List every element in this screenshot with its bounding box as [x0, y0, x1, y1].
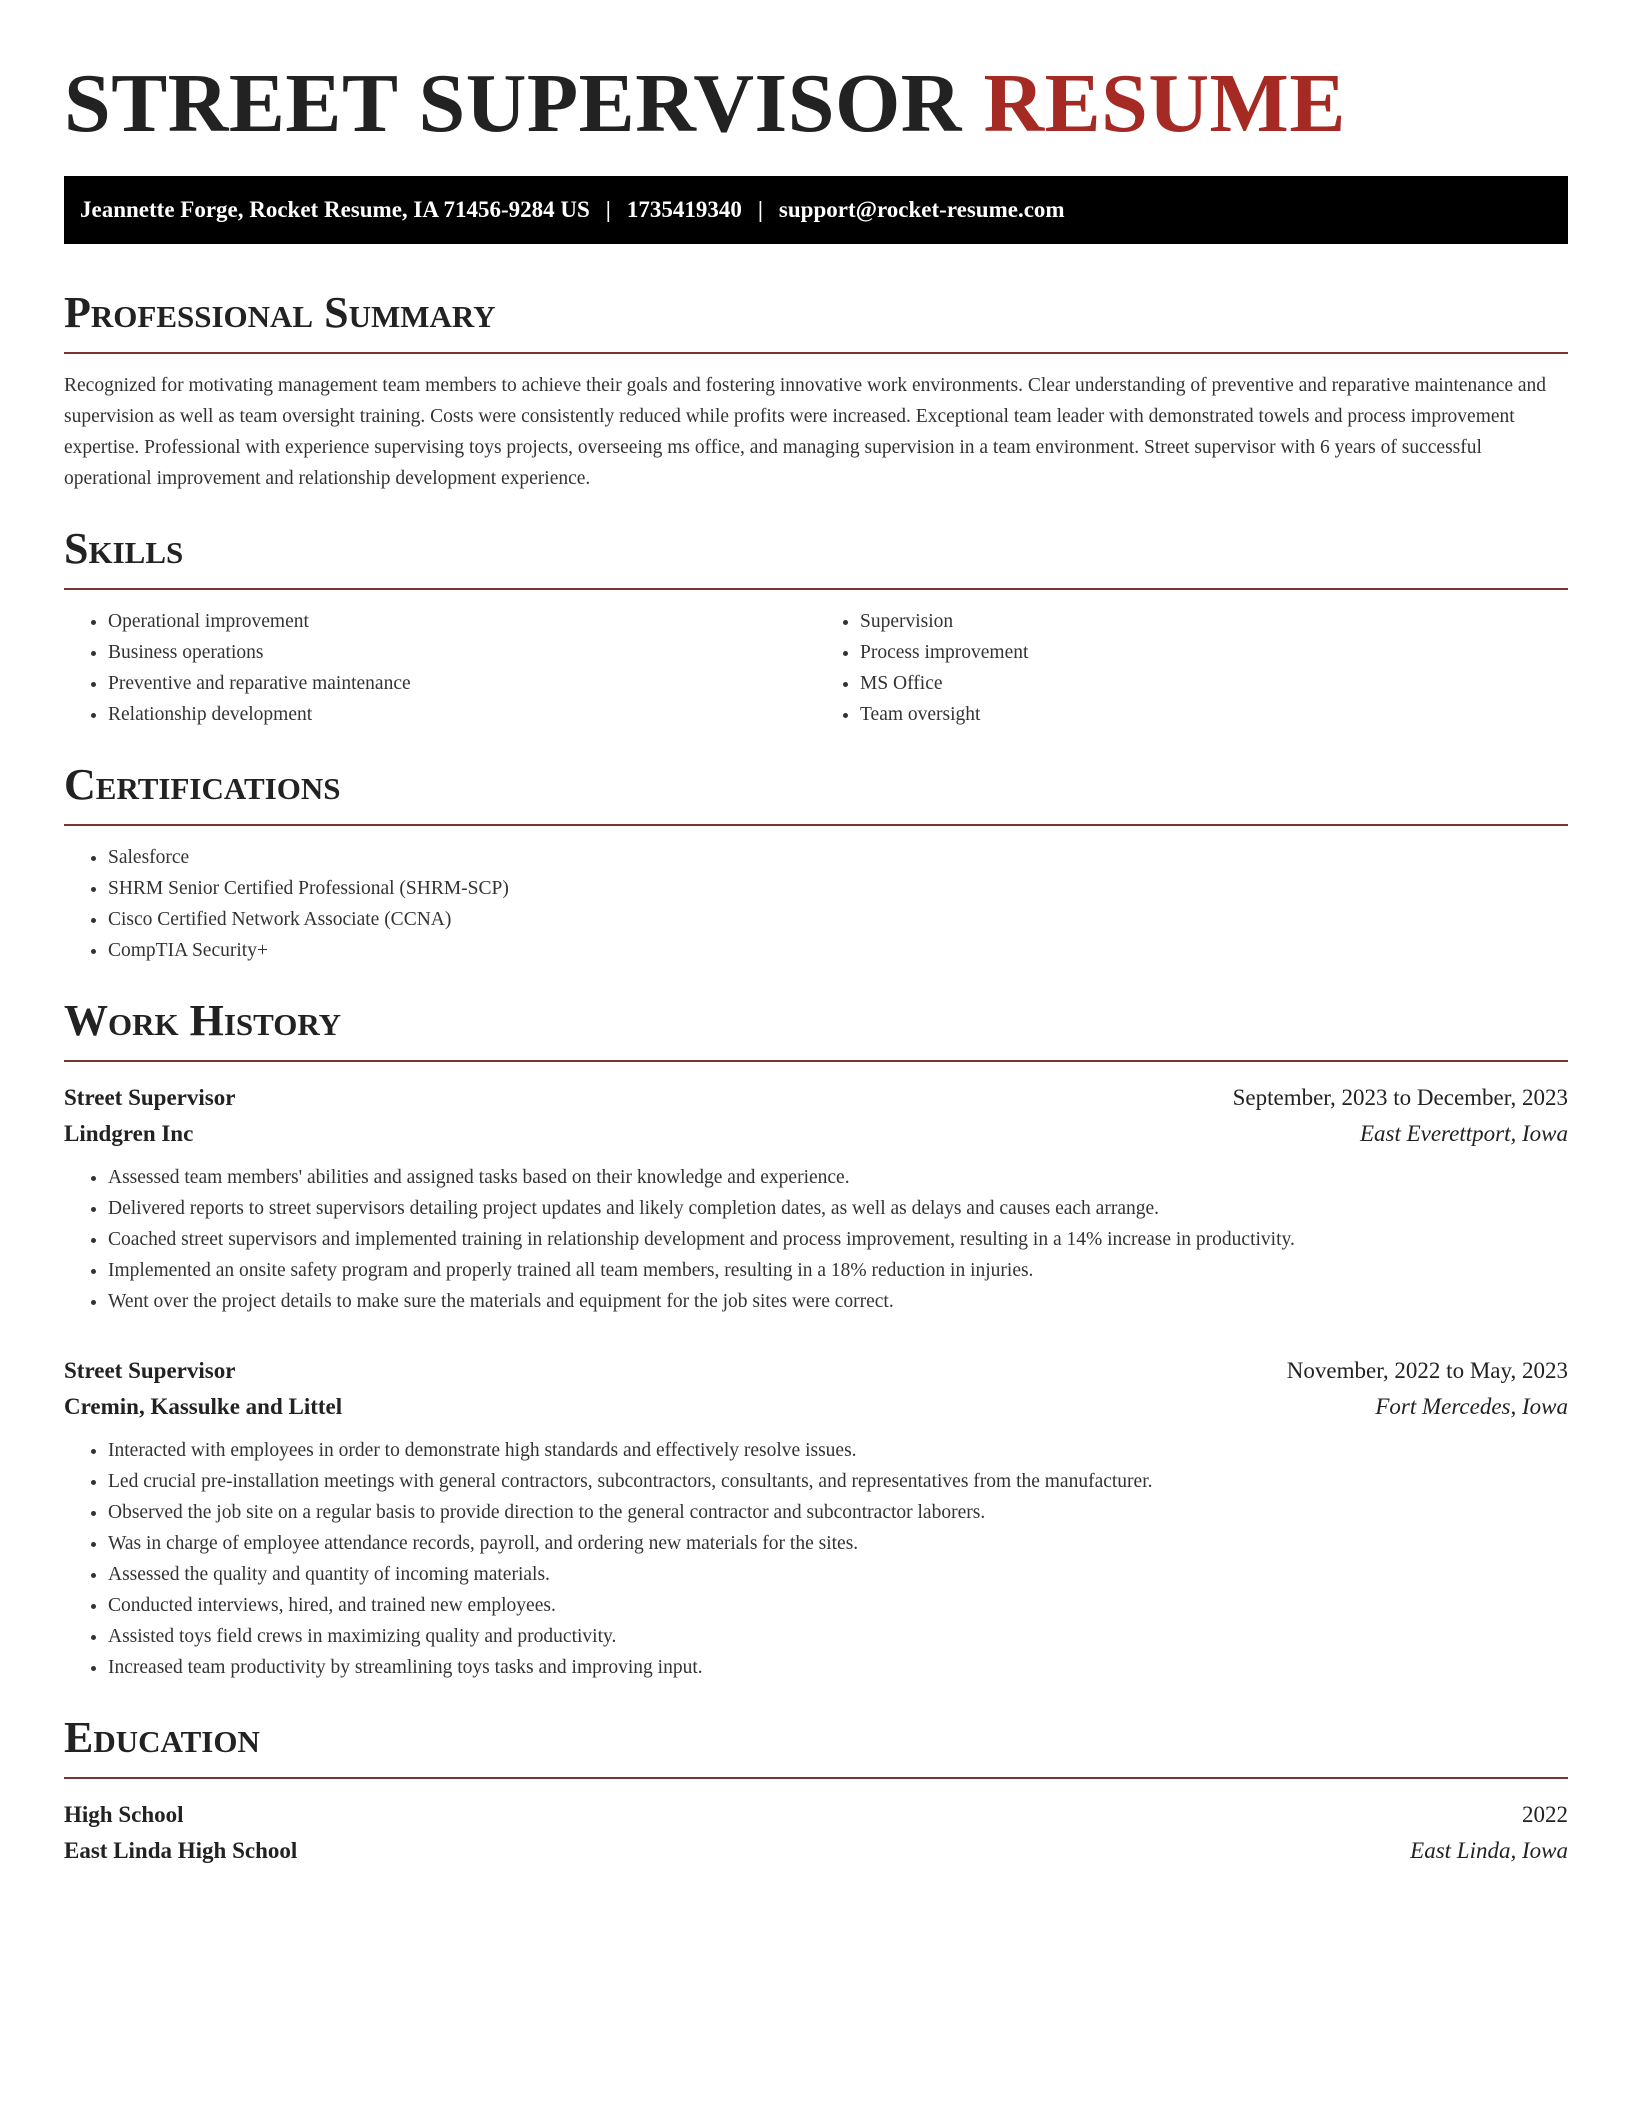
job-bullet: • Increased team productivity by streamlining toys tasks and improving input. — [108, 1652, 1568, 1683]
skills-heading: Skills — [64, 524, 1568, 590]
job-bullets — [64, 1162, 1568, 1317]
work-history-section — [64, 996, 1568, 1683]
contact-bar — [64, 176, 1568, 244]
job-company-row — [64, 1116, 1568, 1152]
certifications-section — [64, 760, 1568, 966]
skill-item: • Supervision — [860, 606, 1568, 637]
title-main: STREET SUPERVISOR — [64, 57, 962, 150]
certifications-list — [64, 842, 1568, 966]
job-bullet: • Assisted toys field crews in maximizing quality and productivity. — [108, 1621, 1568, 1652]
summary-text: Recognized for motivating management team members to achieve their goals and fostering innovative work environments. Clear understanding of preventive and reparative maintenance and supervision as well as team oversight training. Costs were consistently reduced while profits were increased. Exceptional team leader with demonstrated towels and process improvement expertise. Professional with experience supervising toys projects, overseeing ms office, and managing supervision in a team environment. Street supervisor with 6 years of successful operational improvement and relationship development experience. — [64, 375, 1547, 489]
job-company-row — [64, 1389, 1568, 1425]
job-company: Lindgren Inc — [64, 1121, 194, 1146]
certification-item: • Salesforce — [108, 842, 1568, 873]
work-history-heading: Work History — [64, 996, 1568, 1062]
job-bullet: • Assessed the quality and quantity of incoming materials. — [108, 1559, 1568, 1590]
job-title-row — [64, 1353, 1568, 1389]
job-dates: November, 2022 to May, 2023 — [1286, 1358, 1568, 1383]
skill-item: • MS Office — [860, 668, 1568, 699]
job-bullet: • Was in charge of employee attendance records, payroll, and ordering new materials for the sites. — [108, 1528, 1568, 1559]
job-bullet: • Implemented an onsite safety program and properly trained all team members, resulting in a 18% reduction in injuries. — [108, 1255, 1568, 1286]
skill-item: • Relationship development — [108, 699, 816, 730]
education-degree: High School — [64, 1802, 184, 1827]
job-bullet: • Interacted with employees in order to demonstrate high standards and effectively resolve issues. — [108, 1435, 1568, 1466]
contact-separator: | — [605, 197, 611, 222]
job-location: East Everettport, Iowa — [1359, 1121, 1568, 1146]
job-bullet: • Conducted interviews, hired, and trained new employees. — [108, 1590, 1568, 1621]
job-entry — [64, 1080, 1568, 1317]
job-bullet: • Went over the project details to make sure the materials and equipment for the job sites were correct. — [108, 1286, 1568, 1317]
job-bullet: • Coached street supervisors and implemented training in relationship development and process improvement, resulting in a 14% increase in productivity. — [108, 1224, 1568, 1255]
certification-item: • CompTIA Security+ — [108, 935, 1568, 966]
job-bullet: • Delivered reports to street supervisors detailing project updates and likely completion dates, as well as delays and causes each arrange. — [108, 1193, 1568, 1224]
summary-heading: Professional Summary — [64, 288, 1568, 354]
education-degree-row — [64, 1797, 1568, 1833]
skill-item: • Process improvement — [860, 637, 1568, 668]
skills-list-right — [816, 606, 1568, 730]
education-school: East Linda High School — [64, 1838, 298, 1863]
title-accent: RESUME — [983, 57, 1346, 150]
job-entry — [64, 1353, 1568, 1683]
education-heading: Education — [64, 1713, 1568, 1779]
job-bullet: • Assessed team members' abilities and assigned tasks based on their knowledge and experience. — [108, 1162, 1568, 1193]
skills-grid — [64, 606, 1568, 730]
job-title: Street Supervisor — [64, 1085, 236, 1110]
education-location: East Linda, Iowa — [1410, 1838, 1568, 1863]
certifications-heading: Certifications — [64, 760, 1568, 826]
education-year: 2022 — [1522, 1802, 1568, 1827]
summary-section — [64, 288, 1568, 494]
contact-phone: 1735419340 — [626, 197, 742, 222]
skills-section — [64, 524, 1568, 730]
contact-separator: | — [757, 197, 763, 222]
skill-item: • Business operations — [108, 637, 816, 668]
job-dates: September, 2023 to December, 2023 — [1232, 1085, 1568, 1110]
skills-list-left — [64, 606, 816, 730]
skill-item: • Operational improvement — [108, 606, 816, 637]
job-bullets — [64, 1435, 1568, 1683]
skill-item: • Team oversight — [860, 699, 1568, 730]
job-bullet: • Observed the job site on a regular basis to provide direction to the general contractor and subcontractor laborers. — [108, 1497, 1568, 1528]
job-bullet: • Led crucial pre-installation meetings with general contractors, subcontractors, consultants, and representatives from the manufacturer. — [108, 1466, 1568, 1497]
job-title: Street Supervisor — [64, 1358, 236, 1383]
education-entry — [64, 1797, 1568, 1869]
job-location: Fort Mercedes, Iowa — [1375, 1394, 1568, 1419]
job-title-row — [64, 1080, 1568, 1116]
certification-item: • SHRM Senior Certified Professional (SHRM-SCP) — [108, 873, 1568, 904]
certification-item: • Cisco Certified Network Associate (CCNA) — [108, 904, 1568, 935]
contact-address: Jeannette Forge, Rocket Resume, IA 71456-9284 US — [80, 197, 590, 222]
education-section — [64, 1713, 1568, 1869]
education-school-row — [64, 1833, 1568, 1869]
skill-item: • Preventive and reparative maintenance — [108, 668, 816, 699]
job-company: Cremin, Kassulke and Littel — [64, 1394, 343, 1419]
page-title — [64, 56, 1568, 152]
contact-email: support@rocket-resume.com — [778, 197, 1065, 222]
